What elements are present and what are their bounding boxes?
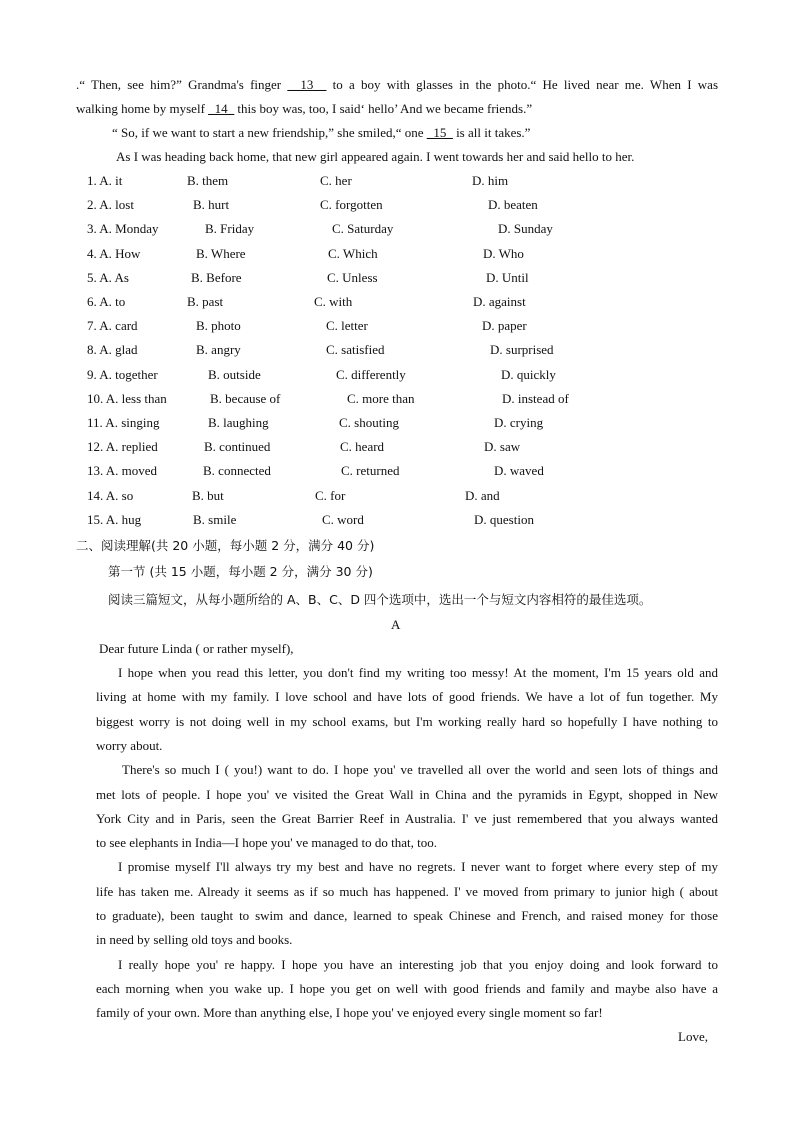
- option-b: B. past: [187, 294, 224, 309]
- story-text: walking home by myself: [76, 101, 209, 116]
- story-line-1: [76, 76, 718, 94]
- letter-closing: Love,: [678, 1029, 708, 1044]
- option-a: 6. A. to: [87, 294, 126, 309]
- option-b: B. but: [192, 487, 224, 503]
- option-d: D. him: [472, 173, 509, 188]
- blank-14: _14_: [208, 101, 235, 116]
- letter-line: I really hope you' re happy. I hope you have an interesting job that you enjoy doing and look forward to: [118, 956, 718, 972]
- blank-15: _15_: [426, 125, 453, 140]
- option-b: B. angry: [196, 342, 241, 358]
- story-text: .“ Then, see him?” Grandma's finger: [76, 77, 288, 92]
- option-d: D. Until: [486, 269, 529, 285]
- option-d: D. and: [465, 487, 500, 503]
- option-a: 4. A. How: [87, 245, 141, 261]
- letter-line: living at home with my family. I love school and have lots of good friends. We have a lot of fun together. My: [96, 689, 718, 705]
- option-c: C. with: [314, 294, 353, 309]
- option-d: D. quickly: [501, 366, 556, 382]
- option-c: C. her: [320, 173, 352, 188]
- option-b: B. continued: [204, 439, 271, 455]
- option-a: 13. A. moved: [87, 463, 158, 479]
- option-c: C. satisfied: [326, 342, 385, 358]
- letter-line: each morning when you wake up. I hope you get on well with good friends and family and maybe also have a: [96, 980, 718, 996]
- option-d: D. beaten: [488, 197, 538, 213]
- option-a: 9. A. together: [87, 366, 158, 382]
- option-d: D. Sunday: [498, 221, 553, 237]
- section-heading: 二、阅读理解(共 20 小题，每小题 2 分，满分 40 分): [76, 538, 375, 553]
- letter-line: life has taken me. Already it seems as if so much has happened. I' ve moved from primary to junior high ( about: [96, 883, 718, 899]
- instruction: 阅读三篇短文，从每小题所给的 A、B、C、D 四个选项中，选出一个与短文内容相符的最佳选项。: [108, 592, 652, 607]
- option-a: 7. A. card: [87, 318, 138, 334]
- option-b: B. photo: [196, 318, 241, 334]
- option-b: B. outside: [208, 366, 261, 382]
- letter-line: worry about.: [96, 737, 163, 753]
- letter-salutation: Dear future Linda ( or rather myself),: [99, 641, 294, 656]
- option-a: 8. A. glad: [87, 342, 138, 358]
- option-d: D. saw: [484, 439, 521, 455]
- option-b: B. hurt: [193, 197, 230, 213]
- option-c: C. shouting: [339, 415, 399, 430]
- option-b: B. Where: [196, 245, 246, 261]
- option-d: D. paper: [482, 318, 527, 334]
- option-b: B. Friday: [205, 221, 255, 237]
- option-b: B. Before: [191, 269, 242, 285]
- option-b: B. connected: [203, 463, 271, 479]
- option-b: B. laughing: [208, 415, 269, 430]
- letter-line: There's so much I ( you!) want to do. I hope you' ve travelled all over the world and seen lots of things and: [122, 762, 718, 778]
- option-a: 3. A. Monday: [87, 221, 159, 237]
- option-b: B. smile: [193, 511, 237, 527]
- option-d: D. against: [473, 294, 526, 309]
- option-c: C. Unless: [327, 269, 378, 285]
- letter-line: to see elephants in India—I hope you' ve managed to do that, too.: [96, 835, 437, 851]
- option-d: D. surprised: [490, 342, 554, 358]
- option-a: 2. A. lost: [87, 197, 134, 213]
- story-text: this boy was, too, I said‘ hello’ And we became friends.”: [234, 101, 533, 116]
- option-c: C. forgotten: [320, 197, 383, 213]
- option-c: C. differently: [336, 366, 406, 382]
- story-line-4: As I was heading back home, that new girl appeared again. I went towards her and said hello to her.: [116, 149, 635, 164]
- option-a: 12. A. replied: [87, 439, 158, 455]
- story-line-3: [112, 124, 530, 142]
- option-d: D. instead of: [502, 390, 569, 406]
- option-d: D. waved: [494, 463, 544, 479]
- letter-line: I promise myself I'll always try my best and have no regrets. I never want to forget where every step of my: [118, 859, 718, 875]
- letter-line: family of your own. More than anything else, I hope you' ve enjoyed every single moment so far!: [96, 1005, 603, 1021]
- option-c: C. for: [315, 487, 346, 503]
- option-a: 5. A. As: [87, 269, 129, 285]
- option-a: 1. A. it: [87, 173, 123, 188]
- story-text: is all it takes.”: [452, 125, 531, 140]
- letter-line: to graduate), been taught to swim and dance, learned to speak Chinese and French, and raised money for those: [96, 908, 718, 923]
- letter-line: met lots of people. I hope you' ve visited the Great Wall in China and the pyramids in Egypt, shopped in New: [96, 786, 718, 802]
- option-c: C. Saturday: [332, 221, 394, 237]
- blank-13: __13__: [287, 77, 327, 92]
- story-text: “ So, if we want to start a new friendship,” she smiled,“ one: [112, 125, 427, 140]
- option-a: 15. A. hug: [87, 511, 142, 527]
- part-heading: 第一节 (共 15 小题，每小题 2 分，满分 30 分): [108, 564, 373, 579]
- story-text: to a boy with glasses in the photo.“ He lived near me. When I was: [326, 77, 719, 92]
- letter-line: York City and in Paris, seen the Great Barrier Reef in Australia. I' ve just remembered that you always wanted: [96, 810, 718, 826]
- passage-label: A: [391, 617, 401, 632]
- option-a: 14. A. so: [87, 487, 134, 503]
- story-line-2: [76, 100, 532, 118]
- option-a: 10. A. less than: [87, 390, 167, 406]
- option-c: C. letter: [326, 318, 368, 334]
- option-d: D. crying: [494, 415, 544, 430]
- letter-line: I hope when you read this letter, you don't find my writing too messy! At the moment, I'm 15 years old and: [118, 665, 718, 680]
- option-c: C. Which: [328, 245, 378, 261]
- option-b: B. because of: [210, 390, 281, 406]
- option-c: C. heard: [340, 439, 385, 455]
- letter-line: biggest worry is not doing well in my school exams, but I'm working really hard so hopefully I have nothing to: [96, 713, 718, 729]
- option-c: C. returned: [341, 463, 400, 479]
- option-a: 11. A. singing: [87, 415, 160, 430]
- option-b: B. them: [187, 173, 229, 188]
- option-c: C. word: [322, 511, 364, 527]
- option-c: C. more than: [347, 390, 415, 406]
- option-d: D. question: [474, 511, 534, 527]
- option-d: D. Who: [483, 245, 524, 261]
- letter-line: in need by selling old toys and books.: [96, 932, 293, 948]
